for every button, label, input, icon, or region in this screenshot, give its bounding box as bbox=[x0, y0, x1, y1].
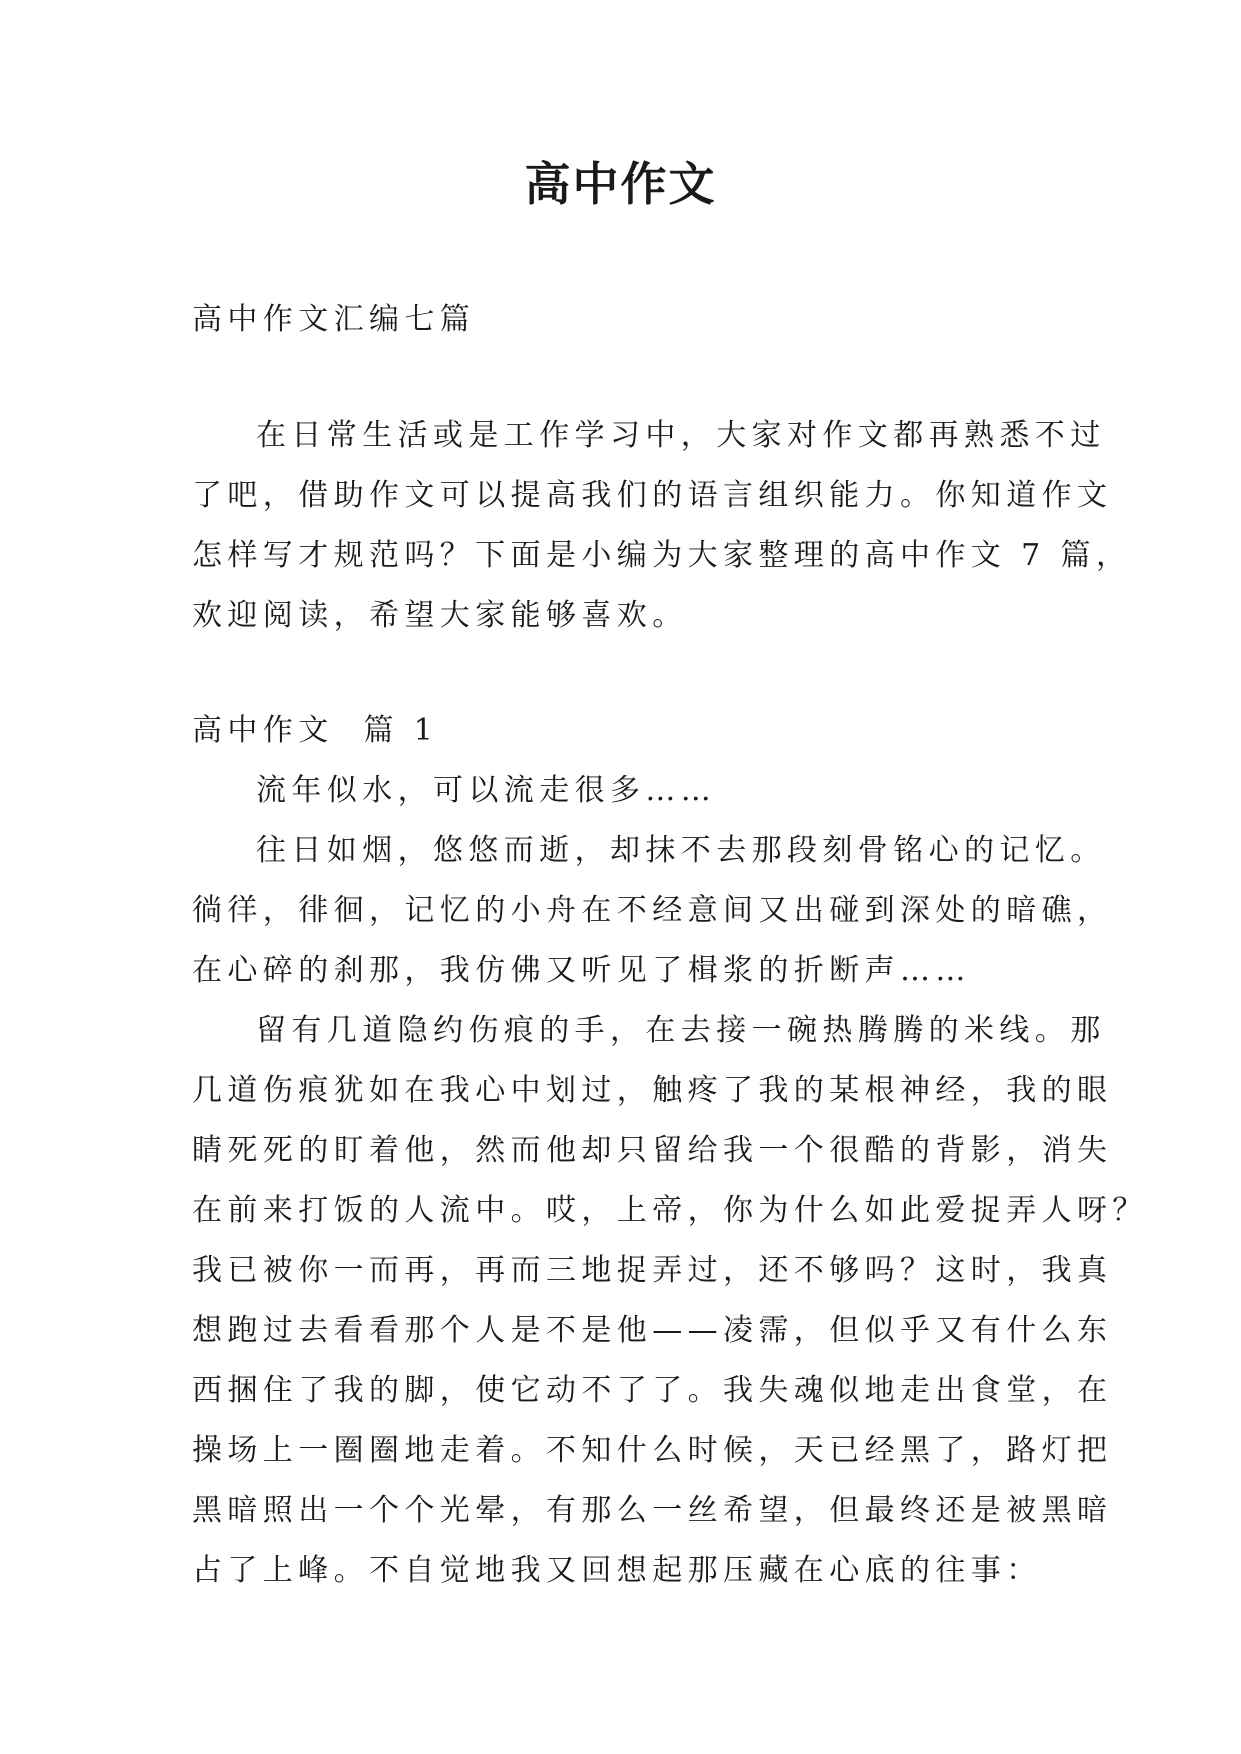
body-line: 操场上一圈圈地走着。不知什么时候，天已经黑了，路灯把 bbox=[192, 1433, 1113, 1468]
section-body bbox=[192, 761, 1148, 1601]
body-line: 睛死死的盯着他，然而他却只留给我一个很酷的背影，消失 bbox=[192, 1133, 1113, 1168]
body-line: 往日如烟，悠悠而逝，却抹不去那段刻骨铭心的记忆。 bbox=[256, 833, 1106, 868]
intro-line: 怎样写才规范吗？下面是小编为大家整理的高中作文 7 篇， bbox=[192, 538, 1132, 573]
intro-line: 了吧，借助作文可以提高我们的语言组织能力。你知道作文 bbox=[192, 478, 1113, 513]
document-subtitle: 高中作文汇编七篇 bbox=[192, 302, 476, 337]
body-line: 在前来打饭的人流中。哎，上帝，你为什么如此爱捉弄人呀？ bbox=[192, 1193, 1148, 1228]
body-line: 占了上峰。不自觉地我又回想起那压藏在心底的往事： bbox=[192, 1553, 1042, 1588]
body-line: 想跑过去看看那个人是不是他——凌霈，但似乎又有什么东 bbox=[192, 1313, 1113, 1348]
body-line: 我已被你一而再，再而三地捉弄过，还不够吗？这时，我真 bbox=[192, 1253, 1113, 1288]
document-title: 高中作文 bbox=[524, 157, 717, 211]
intro-paragraph bbox=[192, 406, 1132, 646]
section-heading: 高中作文 篇 1 bbox=[192, 713, 439, 748]
intro-line: 在日常生活或是工作学习中，大家对作文都再熟悉不过 bbox=[256, 418, 1106, 453]
body-line: 徜徉，徘徊，记忆的小舟在不经意间又出碰到深处的暗礁， bbox=[192, 893, 1113, 928]
body-line: 几道伤痕犹如在我心中划过，触疼了我的某根神经，我的眼 bbox=[192, 1073, 1113, 1108]
intro-line: 欢迎阅读，希望大家能够喜欢。 bbox=[192, 598, 688, 633]
document-content bbox=[192, 290, 1148, 1601]
body-line: 黑暗照出一个个光晕，有那么一丝希望，但最终还是被黑暗 bbox=[192, 1493, 1113, 1528]
body-line: 流年似水，可以流走很多…… bbox=[256, 773, 717, 808]
body-line: 在心碎的刹那，我仿佛又听见了楫浆的折断声…… bbox=[192, 953, 971, 988]
body-line: 留有几道隐约伤痕的手，在去接一碗热腾腾的米线。那 bbox=[256, 1013, 1106, 1048]
body-line: 西捆住了我的脚，使它动不了了。我失魂似地走出食堂，在 bbox=[192, 1373, 1113, 1408]
